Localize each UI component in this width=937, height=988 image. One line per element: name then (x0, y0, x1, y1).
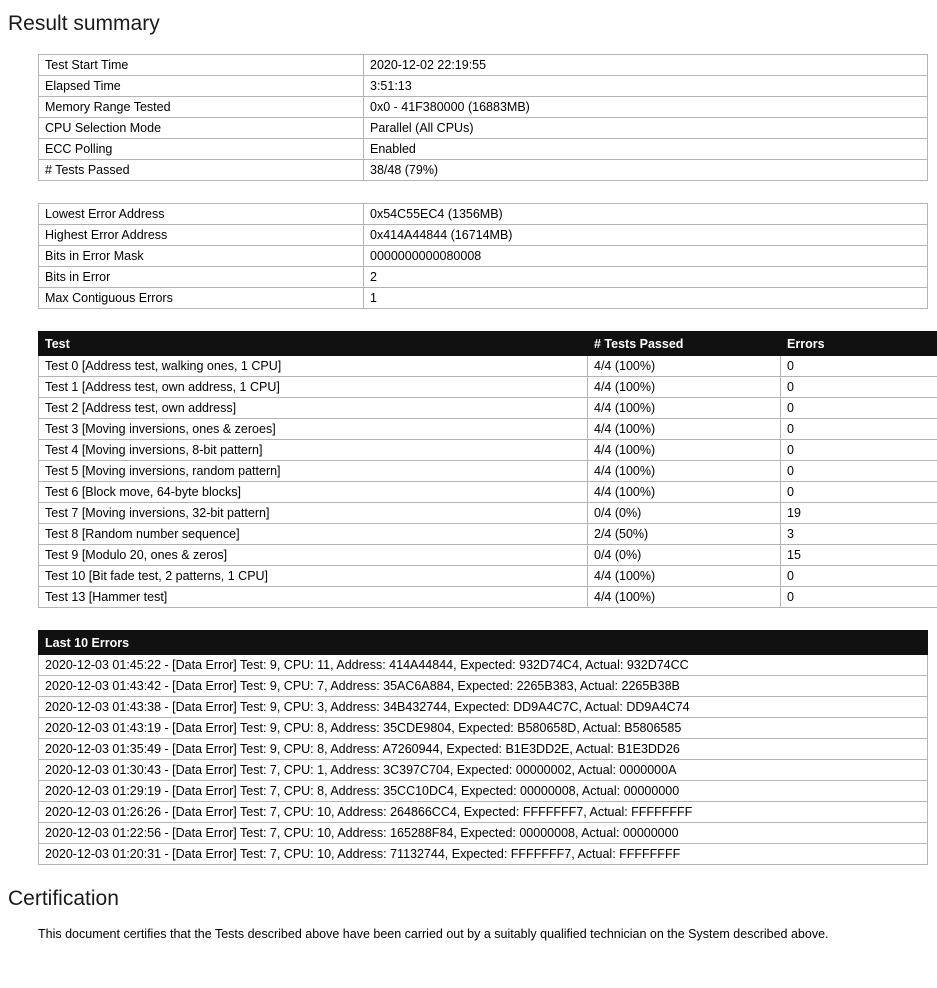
test-name: Test 6 [Block move, 64-byte blocks] (39, 482, 588, 503)
tests-table-header-passed: # Tests Passed (588, 332, 781, 356)
table-row (39, 225, 928, 246)
last-errors-header-row (39, 631, 928, 655)
test-errors: 0 (781, 419, 937, 440)
test-name: Test 9 [Modulo 20, ones & zeros] (39, 545, 588, 566)
table-row (39, 697, 928, 718)
error-info-value: 1 (364, 288, 928, 309)
tests-table-header-errors: Errors (781, 332, 937, 356)
table-row (39, 398, 937, 419)
test-passed: 4/4 (100%) (588, 440, 781, 461)
run-info-value: 2020-12-02 22:19:55 (364, 55, 928, 76)
test-name: Test 1 [Address test, own address, 1 CPU] (39, 377, 588, 398)
test-name: Test 3 [Moving inversions, ones & zeroes] (39, 419, 588, 440)
test-passed: 4/4 (100%) (588, 356, 781, 377)
error-info-label: Max Contiguous Errors (39, 288, 364, 309)
table-row (39, 97, 928, 118)
error-info-label: Bits in Error Mask (39, 246, 364, 267)
error-info-label: Lowest Error Address (39, 204, 364, 225)
error-entry: 2020-12-03 01:22:56 - [Data Error] Test: 7, CPU: 10, Address: 165288F84, Expected: 00000008, Actual: 00000000 (39, 823, 928, 844)
table-row (39, 440, 937, 461)
run-info-label: Elapsed Time (39, 76, 364, 97)
report-page (0, 12, 937, 944)
test-name: Test 2 [Address test, own address] (39, 398, 588, 419)
run-info-label: Memory Range Tested (39, 97, 364, 118)
table-row (39, 288, 928, 309)
run-info-value: 38/48 (79%) (364, 160, 928, 181)
error-entry: 2020-12-03 01:43:42 - [Data Error] Test: 9, CPU: 7, Address: 35AC6A884, Expected: 2265B383, Actual: 2265B38B (39, 676, 928, 697)
test-passed: 2/4 (50%) (588, 524, 781, 545)
test-errors: 0 (781, 356, 937, 377)
test-passed: 0/4 (0%) (588, 503, 781, 524)
test-errors: 19 (781, 503, 937, 524)
error-entry: 2020-12-03 01:45:22 - [Data Error] Test: 9, CPU: 11, Address: 414A44844, Expected: 932D74C4, Actual: 932D74CC (39, 655, 928, 676)
table-row (39, 139, 928, 160)
test-name: Test 13 [Hammer test] (39, 587, 588, 608)
run-info-value: Enabled (364, 139, 928, 160)
spacer (0, 309, 937, 331)
table-row (39, 739, 928, 760)
run-info-label: ECC Polling (39, 139, 364, 160)
test-name: Test 10 [Bit fade test, 2 patterns, 1 CPU] (39, 566, 588, 587)
error-info-value: 2 (364, 267, 928, 288)
test-passed: 4/4 (100%) (588, 482, 781, 503)
certification-text: This document certifies that the Tests described above have been carried out by a suitably qualified technician on the System described above. (38, 925, 898, 944)
run-info-value: Parallel (All CPUs) (364, 118, 928, 139)
test-name: Test 8 [Random number sequence] (39, 524, 588, 545)
test-name: Test 4 [Moving inversions, 8-bit pattern] (39, 440, 588, 461)
table-row (39, 503, 937, 524)
table-row (39, 545, 937, 566)
table-row (39, 377, 937, 398)
test-passed: 4/4 (100%) (588, 377, 781, 398)
error-entry: 2020-12-03 01:43:38 - [Data Error] Test: 9, CPU: 3, Address: 34B432744, Expected: DD9A4C7C, Actual: DD9A4C74 (39, 697, 928, 718)
table-row (39, 823, 928, 844)
table-row (39, 587, 937, 608)
spacer (0, 181, 937, 203)
error-entry: 2020-12-03 01:29:19 - [Data Error] Test: 7, CPU: 8, Address: 35CC10DC4, Expected: 00000008, Actual: 00000000 (39, 781, 928, 802)
table-row (39, 267, 928, 288)
error-info-value: 0000000000080008 (364, 246, 928, 267)
error-entry: 2020-12-03 01:30:43 - [Data Error] Test: 7, CPU: 1, Address: 3C397C704, Expected: 00000002, Actual: 0000000A (39, 760, 928, 781)
run-info-label: Test Start Time (39, 55, 364, 76)
error-entry: 2020-12-03 01:43:19 - [Data Error] Test: 9, CPU: 8, Address: 35CDE9804, Expected: B580658D, Actual: B5806585 (39, 718, 928, 739)
tests-table-header-row (39, 332, 937, 356)
table-row (39, 844, 928, 865)
table-row (39, 356, 937, 377)
table-row (39, 55, 928, 76)
table-row (39, 655, 928, 676)
table-row (39, 760, 928, 781)
last-errors-header: Last 10 Errors (39, 631, 928, 655)
test-errors: 0 (781, 482, 937, 503)
test-name: Test 5 [Moving inversions, random pattern] (39, 461, 588, 482)
test-passed: 4/4 (100%) (588, 419, 781, 440)
table-row (39, 802, 928, 823)
table-row (39, 419, 937, 440)
table-row (39, 566, 937, 587)
run-info-label: # Tests Passed (39, 160, 364, 181)
table-row (39, 676, 928, 697)
run-info-table (38, 54, 928, 181)
test-errors: 0 (781, 377, 937, 398)
test-errors: 0 (781, 461, 937, 482)
certification-title: Certification (8, 887, 937, 911)
run-info-value: 0x0 - 41F380000 (16883MB) (364, 97, 928, 118)
error-info-table (38, 203, 928, 309)
tests-table (38, 331, 937, 608)
test-passed: 4/4 (100%) (588, 587, 781, 608)
table-row (39, 246, 928, 267)
table-row (39, 524, 937, 545)
table-row (39, 781, 928, 802)
error-info-value: 0x414A44844 (16714MB) (364, 225, 928, 246)
test-passed: 4/4 (100%) (588, 566, 781, 587)
error-info-value: 0x54C55EC4 (1356MB) (364, 204, 928, 225)
error-entry: 2020-12-03 01:26:26 - [Data Error] Test: 7, CPU: 10, Address: 264866CC4, Expected: FFFFFFF7, Actual: FFFFFFFF (39, 802, 928, 823)
table-row (39, 461, 937, 482)
table-row (39, 118, 928, 139)
run-info-value: 3:51:13 (364, 76, 928, 97)
test-errors: 0 (781, 440, 937, 461)
run-info-label: CPU Selection Mode (39, 118, 364, 139)
test-name: Test 0 [Address test, walking ones, 1 CPU] (39, 356, 588, 377)
test-passed: 4/4 (100%) (588, 461, 781, 482)
table-row (39, 718, 928, 739)
table-row (39, 204, 928, 225)
error-entry: 2020-12-03 01:20:31 - [Data Error] Test: 7, CPU: 10, Address: 71132744, Expected: FFFFFFF7, Actual: FFFFFFFF (39, 844, 928, 865)
error-info-label: Bits in Error (39, 267, 364, 288)
table-row (39, 76, 928, 97)
test-errors: 0 (781, 566, 937, 587)
test-passed: 4/4 (100%) (588, 398, 781, 419)
test-errors: 3 (781, 524, 937, 545)
test-errors: 0 (781, 587, 937, 608)
table-row (39, 160, 928, 181)
tests-table-header-test: Test (39, 332, 588, 356)
test-errors: 0 (781, 398, 937, 419)
table-row (39, 482, 937, 503)
test-passed: 0/4 (0%) (588, 545, 781, 566)
spacer (0, 608, 937, 630)
error-info-label: Highest Error Address (39, 225, 364, 246)
error-entry: 2020-12-03 01:35:49 - [Data Error] Test: 9, CPU: 8, Address: A7260944, Expected: B1E3DD2E, Actual: B1E3DD26 (39, 739, 928, 760)
last-errors-table (38, 630, 928, 865)
page-title: Result summary (8, 12, 937, 36)
test-name: Test 7 [Moving inversions, 32-bit pattern] (39, 503, 588, 524)
test-errors: 15 (781, 545, 937, 566)
